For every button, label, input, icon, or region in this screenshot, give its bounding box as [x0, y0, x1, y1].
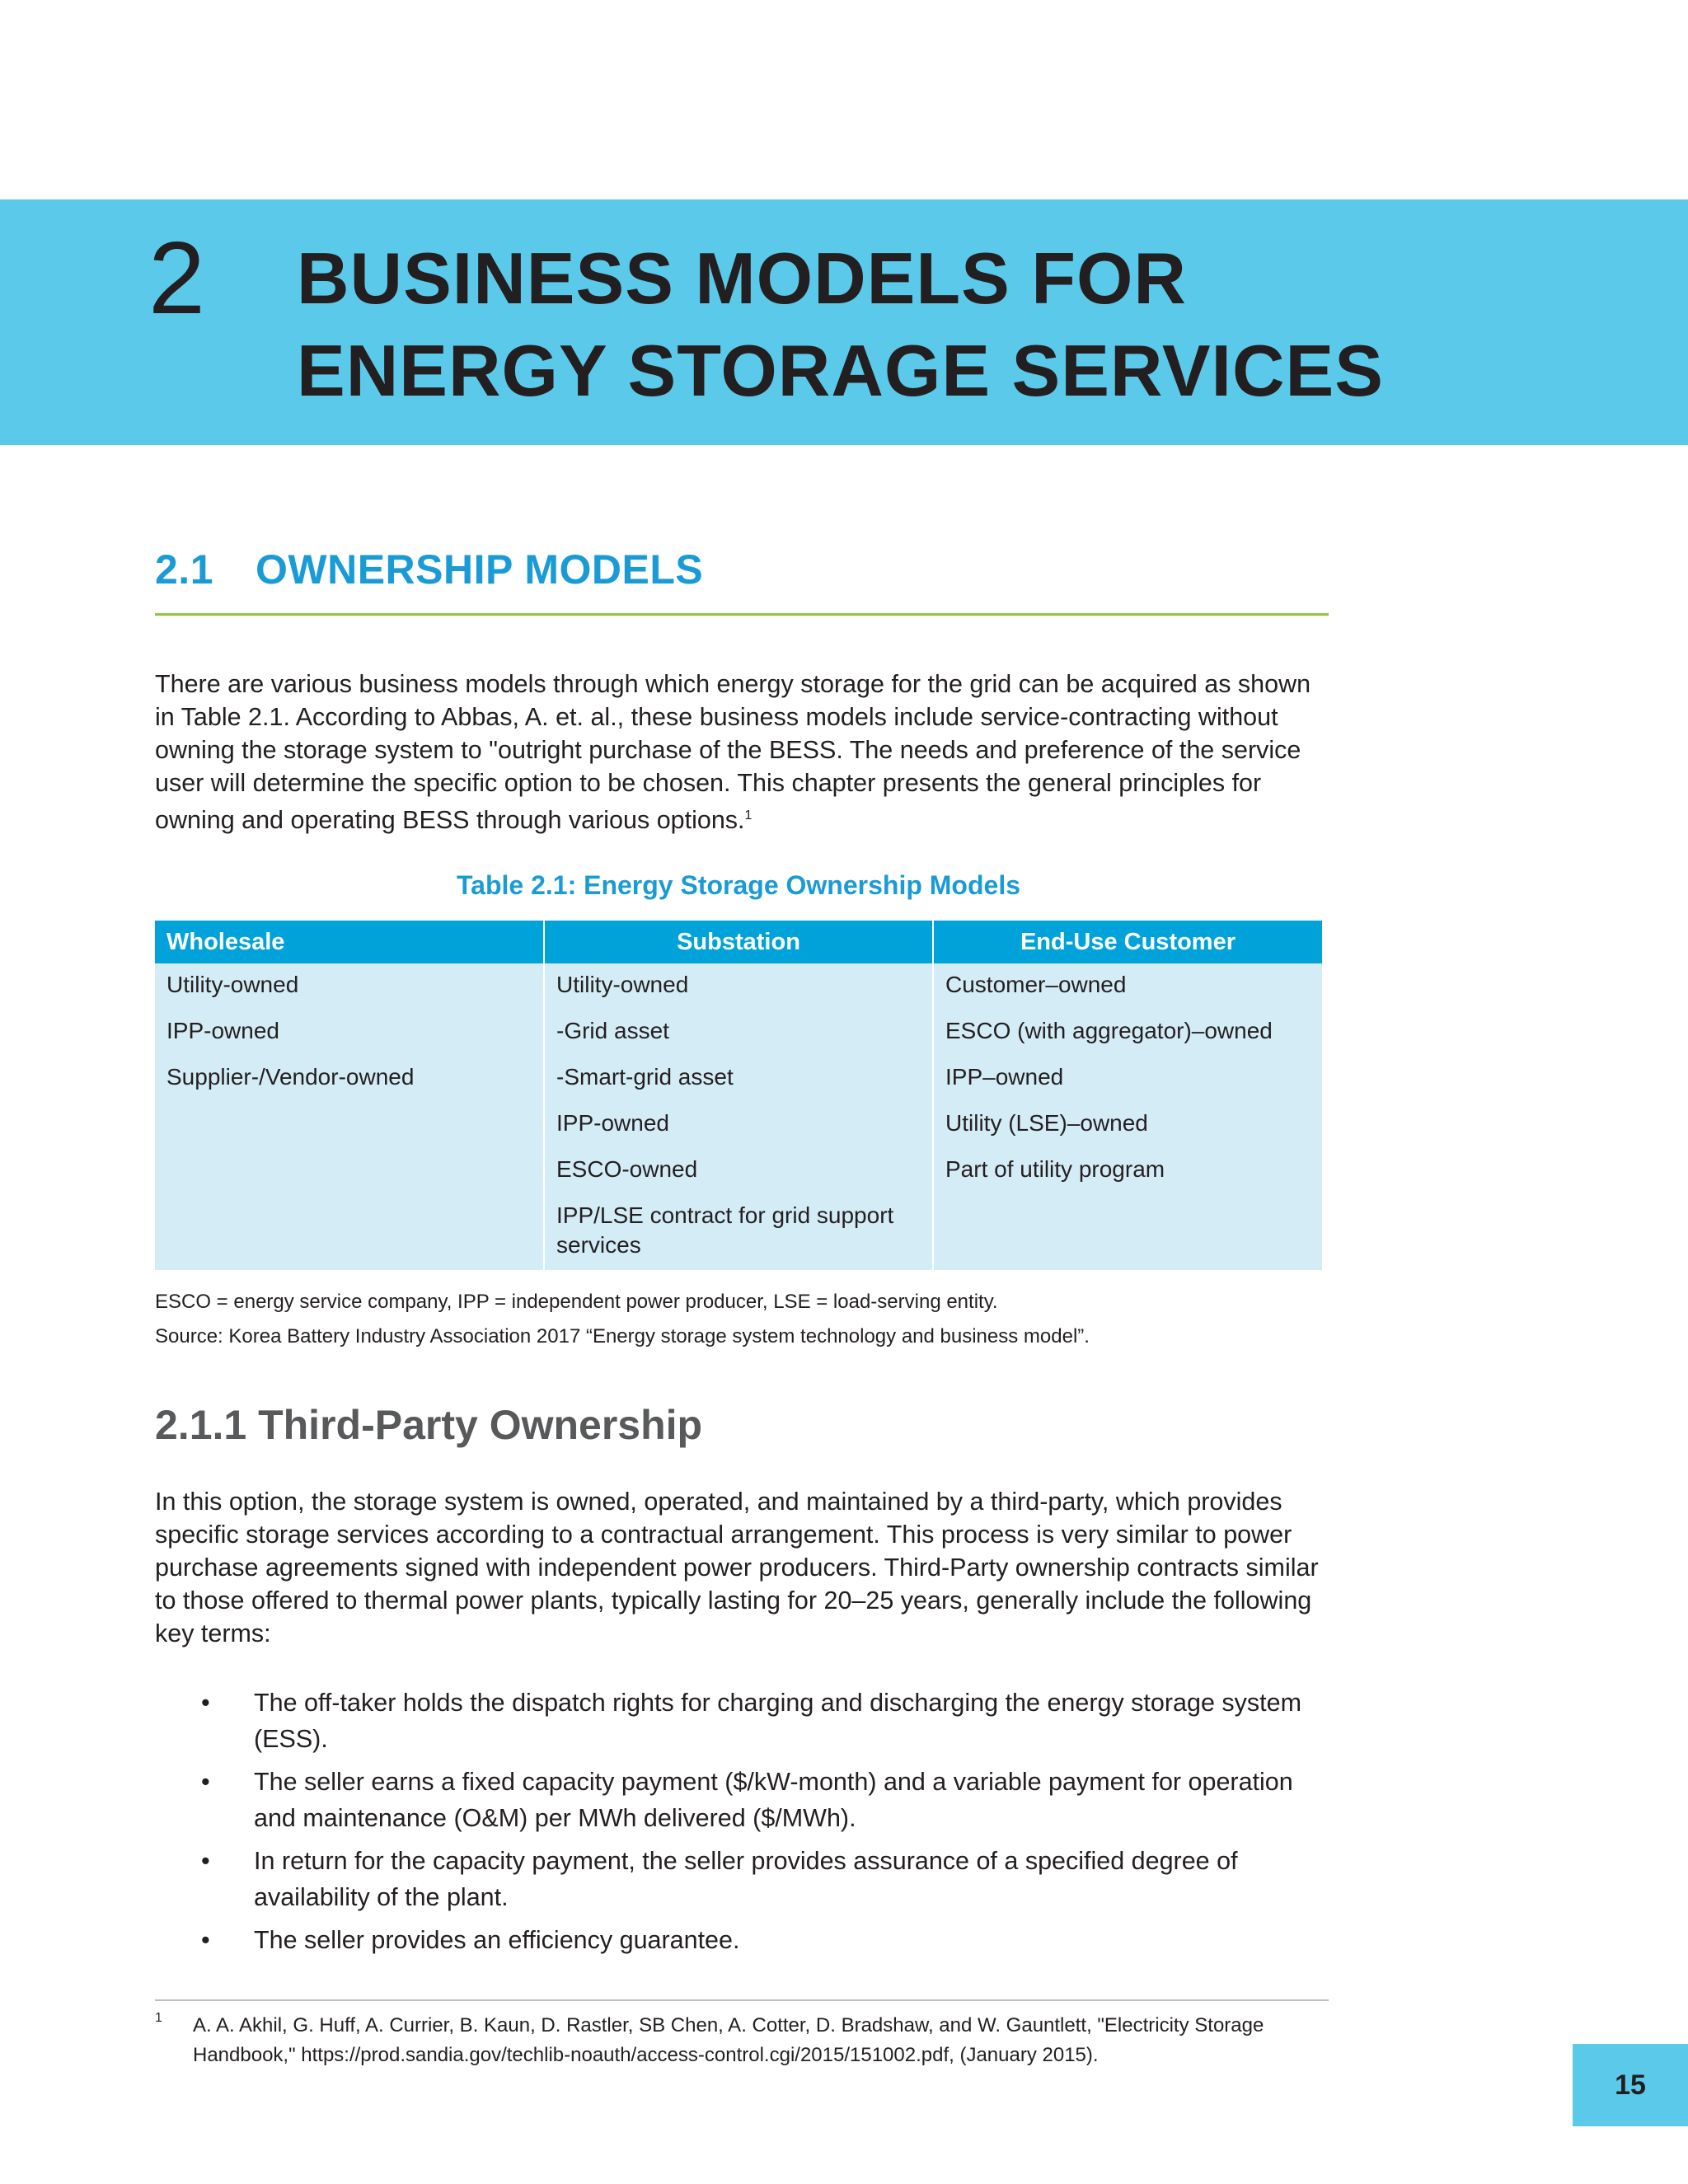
section-title: OWNERSHIP MODELS: [256, 546, 704, 593]
chapter-title: [297, 232, 1451, 417]
table-cell: IPP–owned: [945, 1064, 1064, 1090]
header-substation: Substation: [544, 921, 933, 963]
list-item-text: In return for the capacity payment, the seller provides assurance of a specified degree of availability of the plant.: [254, 1847, 1238, 1911]
table-cell: IPP-owned: [556, 1110, 669, 1136]
ownership-table: [155, 921, 1322, 1270]
footnote-mark: 1: [155, 2011, 162, 2025]
subsection-title: 2.1.1 Third-Party Ownership: [155, 1402, 703, 1448]
table-cell: Part of utility program: [945, 1156, 1165, 1182]
column-wholesale: [155, 963, 544, 1270]
header-end-use-customer: End-Use Customer: [933, 921, 1322, 963]
bullet: •: [201, 1926, 210, 1954]
table-cell: -Grid asset: [556, 1018, 669, 1043]
table-cell: Utility-owned: [166, 972, 299, 997]
section-divider: [155, 613, 1329, 616]
table-cell: Customer–owned: [945, 972, 1127, 997]
table-cell: -Smart-grid asset: [556, 1064, 734, 1090]
list-item: [155, 1922, 1329, 1958]
list-item-text: The seller provides an efficiency guarantee.: [254, 1926, 740, 1954]
table-caption: Table 2.1: Energy Storage Ownership Models: [456, 870, 1020, 900]
bullet: •: [201, 1689, 210, 1717]
table-cell: ESCO (with aggregator)–owned: [945, 1018, 1273, 1043]
key-terms-list: [155, 1685, 1329, 1965]
chapter-title-line-1: BUSINESS MODELS FOR: [297, 237, 1187, 319]
footnote-text: A. A. Akhil, G. Huff, A. Currier, B. Kaun, D. Rastler, SB Chen, A. Cotter, D. Bradshaw, and W. Gauntlett, "Electricity Storage Handbook," https://prod.sandia.gov/techlib-noauth/access-control.cgi/2015/151002.pdf, (January 2015).: [193, 2014, 1264, 2066]
footnote-divider: [155, 1999, 1329, 2001]
table-abbreviations: ESCO = energy service company, IPP = independent power producer, LSE = load-serving entity.: [155, 1291, 998, 1313]
table-cell: Supplier-/Vendor-owned: [166, 1064, 415, 1090]
bullet: •: [201, 1847, 210, 1875]
table-cell: IPP/LSE contract for grid support services: [556, 1202, 894, 1258]
bullet: •: [201, 1768, 210, 1796]
column-substation: [544, 963, 933, 1270]
table-cell: IPP-owned: [166, 1018, 279, 1043]
column-end-use-customer: [933, 963, 1322, 1270]
intro-text: There are various business models through which energy storage for the grid can be acquired as shown in Table 2.1. According to Abbas, A. et. al., these business models include service-contracting without owning the storage system to "outright purchase of the BESS. The needs and preference of the service user will determine the specific option to be chosen. This chapter presents the general principles for owning and operating BESS through various options.: [155, 670, 1311, 835]
list-item: [155, 1843, 1329, 1915]
chapter-title-line-2: ENERGY STORAGE SERVICES: [297, 330, 1384, 411]
page-number: 15: [1573, 2044, 1688, 2126]
table-row: [155, 963, 1322, 1270]
section-heading: [155, 546, 703, 593]
list-item-text: The off-taker holds the dispatch rights for charging and discharging the energy storage system (ESS).: [254, 1689, 1301, 1753]
section-number: 2.1: [155, 546, 214, 593]
table-header-row: [155, 921, 1322, 963]
header-wholesale: Wholesale: [155, 921, 544, 963]
table-cell: Utility-owned: [556, 972, 689, 997]
list-item: [155, 1764, 1329, 1836]
list-item: [155, 1685, 1329, 1757]
table-cell: ESCO-owned: [556, 1156, 698, 1182]
table-source: Source: Korea Battery Industry Association 2017 “Energy storage system technology and business model”.: [155, 1325, 1090, 1347]
footnote-ref[interactable]: 1: [744, 808, 753, 823]
chapter-number: 2: [148, 222, 205, 335]
intro-paragraph: [155, 668, 1334, 837]
list-item-text: The seller earns a fixed capacity payment ($/kW-month) and a variable payment for operation and maintenance (O&M) per MWh delivered ($/MWh).: [254, 1768, 1293, 1832]
subsection-paragraph: In this option, the storage system is owned, operated, and maintained by a third-party, which provides specific storage services according to a contractual arrangement. This process is very similar to power purchase agreements signed with independent power producers. Third-Party ownership contracts similar to those offered to thermal power plants, typically lasting for 20–25 years, generally include the following key terms:: [155, 1488, 1319, 1647]
table-cell: Utility (LSE)–owned: [945, 1110, 1148, 1136]
